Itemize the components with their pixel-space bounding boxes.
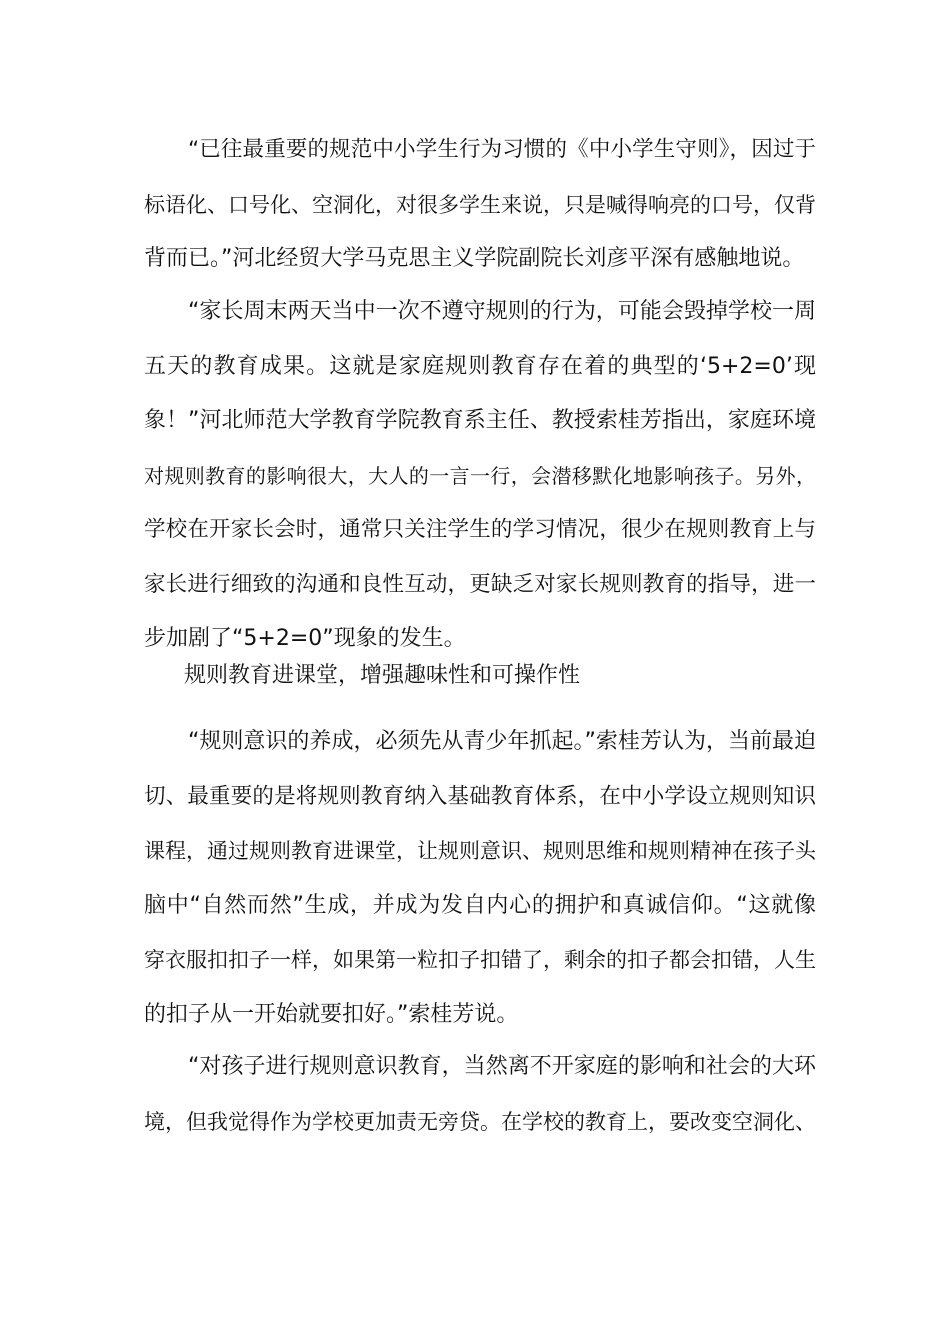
- text-line: 学校在开家长会时，通常只关注学生的学习情况，很少在规则教育上与: [144, 517, 816, 542]
- text-line: 对规则教育的影响很大，大人的一言一行，会潜移默化地影响孩子。另外，: [144, 463, 816, 488]
- section-heading: 规则教育进课堂，增强趣味性和可操作性: [184, 663, 581, 688]
- text-line: 家长进行细致的沟通和良性互动，更缺乏对家长规则教育的指导，进一: [144, 571, 816, 597]
- text-line: 步加剧了“5+2=0”现象的发生。: [144, 626, 466, 651]
- paragraph-3: [144, 715, 816, 1042]
- text-line: 脑中“自然而然”生成，并成为发自内心的拥护和真诚信仰。“这就像: [144, 892, 816, 918]
- text-line: 背而已。”河北经贸大学马克思主义学院副院长刘彦平深有感触地说。: [144, 246, 805, 271]
- text-line: 课程，通过规则教育进课堂，让规则意识、规则思维和规则精神在孩子头: [144, 839, 816, 863]
- text-line: “对孩子进行规则意识教育，当然离不开家庭的影响和社会的大环: [188, 1054, 816, 1079]
- text-line: 境，但我觉得作为学校更加责无旁贷。在学校的教育上，要改变空洞化、: [144, 1109, 816, 1134]
- paragraph-2: [144, 285, 816, 667]
- paragraph-1: [144, 123, 816, 287]
- text-line: 五天的教育成果。这就是家庭规则教育存在着的典型的‘5+2=0’现: [144, 353, 816, 379]
- text-line: 的扣子从一开始就要扣好。”索桂芳说。: [144, 1001, 519, 1027]
- paragraph-4: [144, 1040, 816, 1149]
- text-line: 标语化、口号化、空洞化，对很多学生来说，只是喊得响亮的口号，仅背: [144, 192, 816, 217]
- text-line: “家长周末两天当中一次不遵守规则的行为，可能会毁掉学校一周: [188, 299, 816, 324]
- text-line: 切、最重要的是将规则教育纳入基础教育体系，在中小学设立规则知识: [144, 783, 816, 809]
- text-line: 穿衣服扣扣子一样，如果第一粒扣子扣错了，剩余的扣子都会扣错，人生: [144, 948, 816, 972]
- text-line: 象！”河北师范大学教育学院教育系主任、教授索桂芳指出，家庭环境: [144, 408, 816, 433]
- text-line: “规则意识的养成，必须先从青少年抓起。”索桂芳认为，当前最迫: [188, 729, 816, 754]
- text-line: “已往最重要的规范中小学生行为习惯的《中小学生守则》，因过于: [188, 137, 816, 162]
